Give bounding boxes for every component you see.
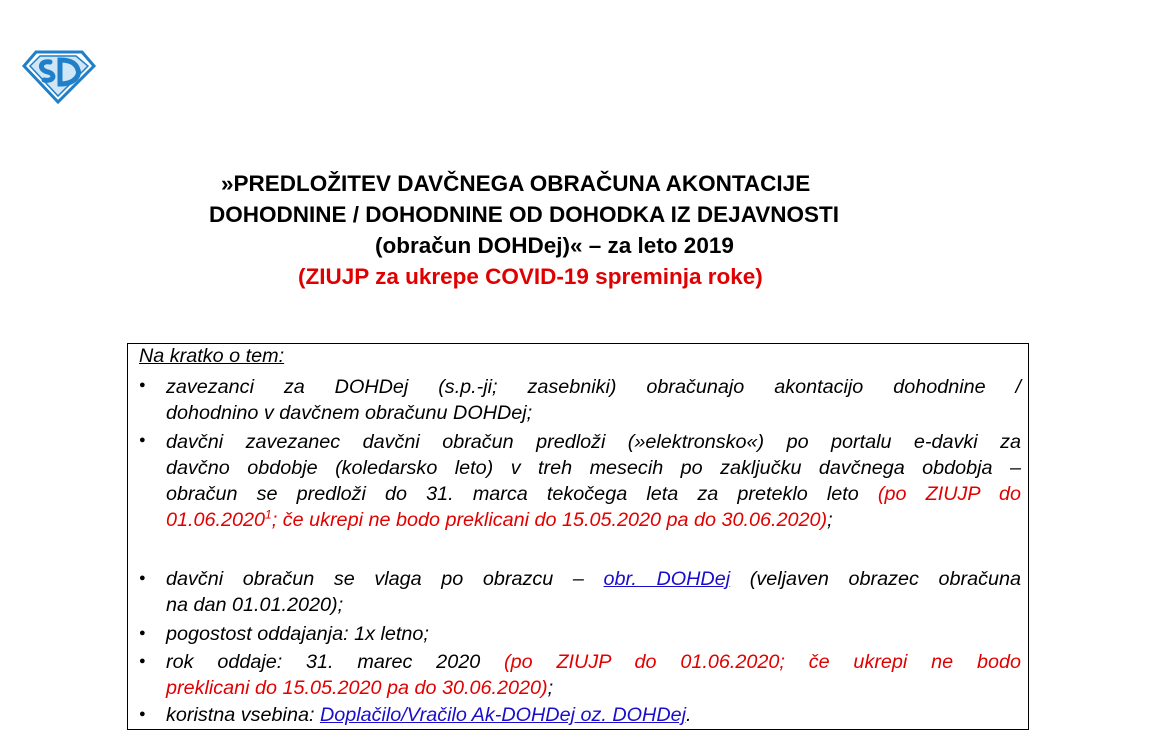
bullet-icon: ● bbox=[139, 655, 146, 667]
sd-shield-logo bbox=[20, 44, 96, 104]
bullet-icon: ● bbox=[139, 627, 146, 639]
list-item: davčni obračun se vlaga po obrazcu – obr. DOHDej (veljaven obrazec obračuna na dan 01.01.2020); bbox=[166, 568, 1021, 616]
bullet-icon: ● bbox=[139, 708, 146, 720]
list-item: zavezanci za DOHDej (s.p.-ji; zasebniki) obračunajo akontacijo dohodnine / dohodnino v davčnem obračunu DOHDej; bbox=[166, 376, 1021, 424]
doplacilo-vracilo-link[interactable]: Doplačilo/Vračilo Ak-DOHDej oz. DOHDej bbox=[319, 704, 686, 726]
title-covid-note: (ZIUJP za ukrepe COVID-19 spreminja roke) bbox=[298, 264, 763, 289]
title-line-3: (obračun DOHDej)« – za leto 2019 bbox=[375, 233, 734, 258]
list-item: davčni zavezanec davčni obračun predloži (»elektronsko«) po portalu e-davki za davčno obdobje (koledarsko leto) v treh mesecih po zaključku davčnega obdobja – obračun se predloži do 31. marca tekočega leta za preteklo leto (po ZIUJP do 01.06.2020$^1$; če ukrepi ne bodo preklicani do 15.05.2020 pa do 30.06.2020); bbox=[166, 431, 1021, 531]
footnote-ref: 1 bbox=[265, 507, 272, 522]
bullet-icon: ● bbox=[139, 572, 146, 584]
title-line-2: DOHODNINE / DOHODNINE OD DOHODKA IZ DEJAVNOSTI bbox=[209, 202, 840, 227]
obr-dohdej-link[interactable]: obr. DOHDej bbox=[603, 568, 731, 590]
list-item: rok oddaje: 31. marec 2020 (po ZIUJP do 01.06.2020; če ukrepi ne bodo preklicani do 15.05.2020 pa do 30.06.2020); bbox=[166, 651, 1021, 699]
summary-box bbox=[127, 343, 1029, 730]
list-item: koristna vsebina: Doplačilo/Vračilo Ak-DOHDej oz. DOHDej. bbox=[166, 704, 692, 726]
bullet-icon: ● bbox=[139, 434, 146, 446]
bullet-icon: ● bbox=[139, 379, 146, 391]
list-item: pogostost oddajanja: 1x letno; bbox=[166, 623, 429, 645]
title-line-1: »PREDLOŽITEV DAVČNEGA OBRAČUNA AKONTACIJE bbox=[221, 171, 811, 196]
summary-heading: Na kratko o tem: bbox=[139, 345, 285, 367]
